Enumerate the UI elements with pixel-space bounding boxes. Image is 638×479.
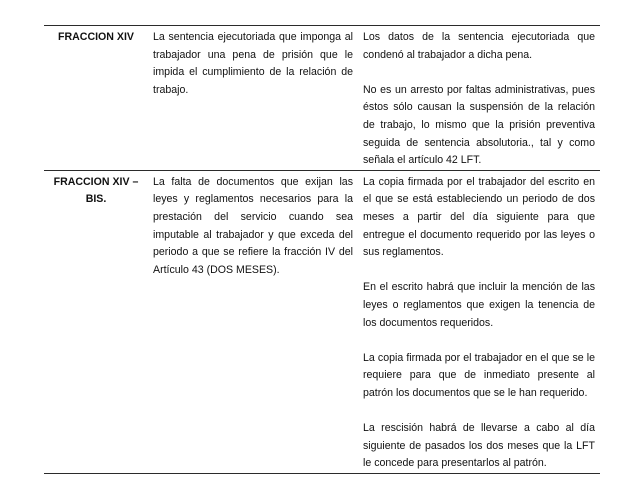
fraction-label: FRACCION XIV <box>44 26 148 171</box>
requirement-paragraph: En el escrito habrá que incluir la mención de las leyes o reglamentos que exigen la tenencia de los documentos requeridos. <box>363 281 595 329</box>
requirement-paragraph: Los datos de la sentencia ejecutoriada que condenó al trabajador a dicha pena. <box>363 31 595 61</box>
table-row <box>44 170 600 473</box>
requirements-cell <box>358 170 600 473</box>
requirement-paragraph: La copia firmada por el trabajador en el que se le requiere para que de inmediato presente al patrón los documentos que se le han requerido. <box>363 351 595 399</box>
requirement-paragraph: La copia firmada por el trabajador del escrito en el que se está estableciendo un periodo de dos meses a partir del día siguiente para que entregue el documento requerido por las leyes o sus reglamentos. <box>363 175 595 259</box>
cause-description: La sentencia ejecutoriada que imponga al trabajador una pena de prisión que le impida el cumplimiento de la relación de trabajo. <box>148 26 358 171</box>
requirement-paragraph: La rescisión habrá de llevarse a cabo al día siguiente de pasados los dos meses que la LFT le concede para presentarlos al patrón. <box>363 422 595 470</box>
cause-description: La falta de documentos que exijan las leyes y reglamentos necesarios para la prestación del servicio cuando sea imputable al trabajador y que exceda del periodo a que se refiere la fracción IV del Artículo 43 (DOS MESES). <box>148 170 358 473</box>
requirements-cell <box>358 26 600 171</box>
table-row <box>44 26 600 171</box>
fraction-label: FRACCION XIV – BIS. <box>44 170 148 473</box>
requirement-paragraph: No es un arresto por faltas administrativas, pues éstos sólo causan la suspensión de la relación de trabajo, lo mismo que la prisión preventiva seguida de sentencia absolutoria., tal y como señala el artículo 42 LFT. <box>363 83 595 167</box>
rescission-causes-table <box>44 25 600 474</box>
